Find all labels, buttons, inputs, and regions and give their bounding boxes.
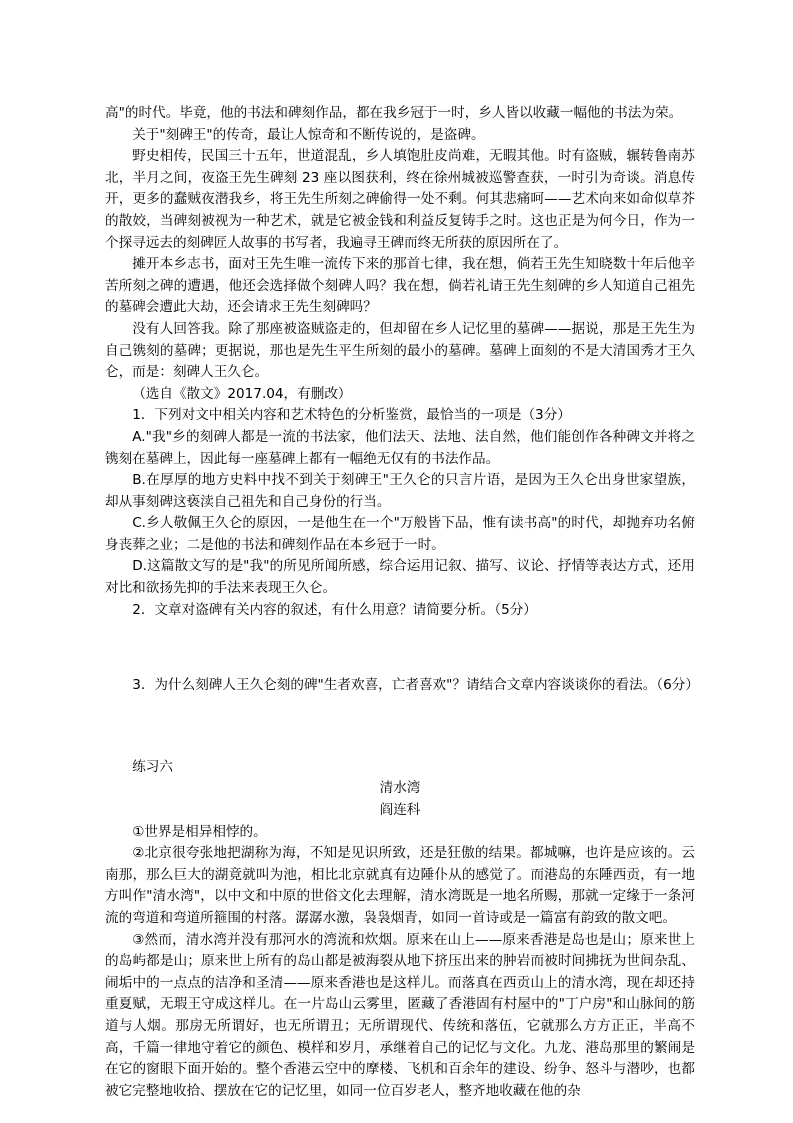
source-citation: （选自《散文》2017.04，有删改） <box>132 385 352 402</box>
document-page <box>105 103 699 1102</box>
question-2: 2．文章对盗碑有关内容的叙述，有什么用意？请简要分析。（5分） <box>132 601 537 618</box>
paragraph: 没有人回答我。除了那座被盗贼盗走的，但却留在乡人记忆里的墓碑——据说，那是王先生为自己镌刻的墓碑；更据说，那也是先生平生所刻的最小的墓碑。墓碑上面刻的不是大清国秀才王久仑，而是：刻碑人王久仑。 <box>105 320 695 381</box>
answer-space <box>105 621 695 675</box>
paragraph: ②北京很夸张地把湖称为海，不知是见识所致，还是狂傲的结果。都城嘛，也许是应该的。云南那，那么巨大的湖竟就叫为池，相比北京就真有边陲仆从的感觉了。而港岛的东陲西贡，有一地方叫作"清水湾"，以中文和中原的世俗文化去理解，清水湾既是一地名所赐，那就一定缘于一条河流的弯道和弯道所箍围的村落。潺潺水激，袅袅烟青，如同一首诗或是一篇富有韵致的散文吧。 <box>105 845 695 926</box>
paragraph: ③然而，清水湾并没有那河水的湾流和炊烟。原来在山上——原来香港是岛也是山；原来世上的岛屿都是山；原来世上所有的岛山都是被海裂从地下挤压出来的肿岩而被时间拂抚为世间杂乱、闹垢中的一点点的洁净和圣清——原来香港也是这样儿。而落真在西贡山上的清水湾，现在却还持重夏赋，无瑕王守成这样儿。在一片岛山云雾里，匿藏了香港固有村屋中的"丁户房"和山脉间的筋道与人烟。那房无所谓好，也无所谓丑；无所谓现代、传统和落伍，它就那么方方正正，半高不高，千篇一律地守着它的颜色、模样和岁月，承继着自己的记忆与文化。九龙、港岛那里的繁闹是在它的窗眼下面开始的。整个香港云空中的摩楼、飞机和百余年的建设、纷争、怒斗与潜吵，也都被它完整地收拾、摆放在它的记忆里，如同一位百岁老人，整齐地收藏在他的杂 <box>105 931 695 1099</box>
question-3: 3．为什么刻碑人王久仑刻的碑"生者欢喜，亡者喜欢"？请结合文章内容谈谈你的看法。（6分） <box>132 677 699 694</box>
question-1: 1．下列对文中相关内容和艺术特色的分析鉴赏，最恰当的一项是（3分） <box>132 407 571 424</box>
option-b: B.在厚厚的地方史料中找不到关于刻碑王"王久仑的只言片语，是因为王久仑出身世家望族，却从事刻碑这亵渎自己祖先和自己身份的行当。 <box>105 472 695 510</box>
option-c: C.乡人敬佩王久仑的原因，一是他生在一个"万般皆下品，惟有读书高"的时代，却抛弃功名俯身丧葬之业；二是他的书法和碑刻作品在本乡冠于一时。 <box>105 515 695 553</box>
paragraph: 摊开本乡志书，面对王先生唯一流传下来的那首七律，我在想，倘若王先生知晓数十年后他辛苦所刻之碑的遭遇，他还会选择做个刻碑人吗？我在想，倘若礼请王先生刻碑的乡人知道自己祖先的墓碑会遭此大劫，还会请求王先生刻碑吗？ <box>105 256 695 316</box>
answer-space <box>105 697 695 757</box>
section-label: 练习六 <box>132 758 173 775</box>
article-author: 阎连科 <box>379 802 421 819</box>
option-a: A."我"乡的刻碑人都是一流的书法家，他们法天、法地、法自然，他们能创作各种碑文并将之镌刻在墓碑上，因此每一座墓碑上都有一幅绝无仅有的书法作品。 <box>105 428 695 467</box>
paragraph: ①世界是相异相悖的。 <box>132 823 267 840</box>
paragraph: 野史相传，民国三十五年，世道混乱，乡人填饱肚皮尚难，无暇其他。时有盗贼，辗转鲁南苏北，半月之间，夜盗王先生碑刻 23 座以图获利，终在徐州城被巡警查获，一时引为奇谈。消息传开，更多的蠢贼夜潜我乡，将王先生所刻之碑偷得一处不剩。何其悲痛呵——艺术向来如命似草芥的散姣，当碑刻被视为一种艺术，就是它被金钱和利益反复铸手之时。这也正是为何今日，作为一个探寻远去的刻碑匠人故事的书写者，我遍寻王碑而终无所获的原因所在了。 <box>105 148 695 251</box>
paragraph: 高"的时代。毕竟，他的书法和碑刻作品，都在我乡冠于一时，乡人皆以收藏一幅他的书法为荣。 <box>105 105 683 121</box>
paragraph: 关于"刻碑王"的传奇，最让人惊奇和不断传说的，是盗碑。 <box>132 126 485 143</box>
article-title: 清水湾 <box>379 780 421 797</box>
option-d: D.这篇散文写的是"我"的所见所闻所感，综合运用记叙、描写、议论、抒情等表达方式，还用对比和欲扬先抑的手法来表现王久仑。 <box>105 558 695 597</box>
